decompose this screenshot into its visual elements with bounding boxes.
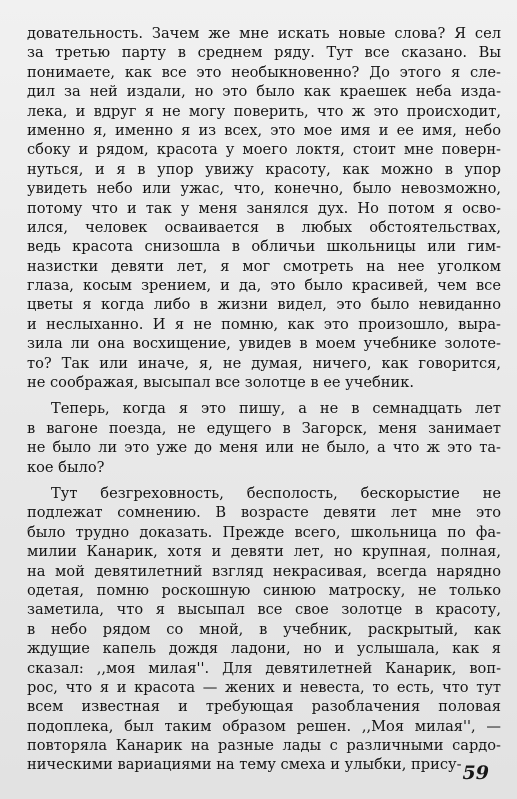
- text-line: кое было?: [27, 458, 105, 476]
- text-line: довательность. Зачем же мне искать новые слова? Я сел: [27, 25, 501, 42]
- text-line: и неслыханно. И я не помню, как это произошло, выра-: [27, 315, 501, 333]
- text-line: заметила, что я высыпал все свое золотце в красоту,: [27, 601, 501, 619]
- text-line: не было ли это уже до меня или не было, а что ж это та-: [27, 439, 501, 457]
- text-line: подлежат сомнению. В возрасте девяти лет мне это: [27, 504, 501, 522]
- text-line: было трудно доказать. Прежде всего, школьница по фа-: [27, 523, 501, 541]
- text-line: сбоку и рядом, красота у моего локтя, стоит мне поверн-: [27, 141, 501, 159]
- paragraph: [27, 484, 501, 775]
- text-line: ился, человек осваивается в любых обстоятельствах,: [27, 218, 501, 236]
- text-line: то? Так или иначе, я, не думая, ничего, как говорится,: [27, 354, 501, 372]
- body-text: [27, 24, 501, 775]
- text-line: подоплека, был таким образом решен. ,,Моя милая'', —: [27, 717, 501, 735]
- text-line: ждущие капель дождя ладони, но и услышала, как я: [27, 640, 501, 658]
- text-line: рос, что я и красота — жених и невеста, то есть, что тут: [27, 678, 501, 696]
- text-line: милии Канарик, хотя и девяти лет, но крупная, полная,: [27, 543, 501, 561]
- text-line: одетая, помню роскошную синюю матроску, не только: [27, 581, 501, 599]
- text-line: не соображая, высыпал все золотце в ее учебник.: [27, 374, 414, 392]
- text-line: повторяла Канарик на разные лады с различными сардо-: [27, 737, 501, 755]
- text-line: ническими вариациями на тему смеха и улыбки, прису-: [27, 756, 462, 774]
- text-line: дил за ней издали, но это было как краешек неба изда-: [27, 83, 501, 101]
- page-number: 59: [462, 762, 489, 784]
- text-line: Тут безгреховность, бесполость, бескорыстие не: [51, 484, 501, 502]
- text-line: в вагоне поезда, не едущего в Загорск, меня занимает: [27, 419, 501, 437]
- paragraph-gap: [27, 392, 501, 399]
- text-line: за третью парту в среднем ряду. Тут все сказано. Вы: [27, 44, 501, 62]
- text-line: всем известная и требующая разоблачения половая: [27, 698, 501, 716]
- text-line: на мой девятилетний взгляд некрасивая, всегда нарядно: [27, 562, 501, 580]
- paragraph: [27, 24, 501, 392]
- text-line: нуться, и я в упор увижу красоту, как можно в упор: [27, 160, 501, 178]
- text-line: понимаете, как все это необыкновенно? До этого я сле-: [27, 63, 501, 81]
- text-line: Теперь, когда я это пишу, а не в семнадцать лет: [51, 400, 501, 418]
- text-line: цветы я когда либо в жизни видел, это было невиданно: [27, 296, 501, 314]
- text-line: сказал: ,,моя милая''. Для девятилетней Канарик, воп-: [27, 659, 501, 677]
- text-line: увидеть небо или ужас, что, конечно, было невозможно,: [27, 180, 501, 198]
- paragraph-gap: [27, 477, 501, 484]
- text-line: именно я, именно я из всех, это мое имя и ее имя, небо: [27, 121, 501, 139]
- text-line: в небо рядом со мной, в учебник, раскрытый, как: [27, 620, 501, 638]
- text-line: лека, и вдруг я не могу поверить, что ж это происходит,: [27, 102, 501, 120]
- text-line: глаза, косым зрением, и да, это было красивей, чем все: [27, 277, 501, 295]
- text-line: ведь красота снизошла в обличьи школьницы или гим-: [27, 238, 501, 256]
- text-line: потому что и так у меня занялся дух. Но потом я осво-: [27, 199, 501, 217]
- paragraph: [27, 399, 501, 477]
- text-line: зила ли она восхищение, увидев в моем учебнике золоте-: [27, 335, 501, 353]
- text-line: назистки девяти лет, я мог смотреть на нее уголком: [27, 257, 501, 275]
